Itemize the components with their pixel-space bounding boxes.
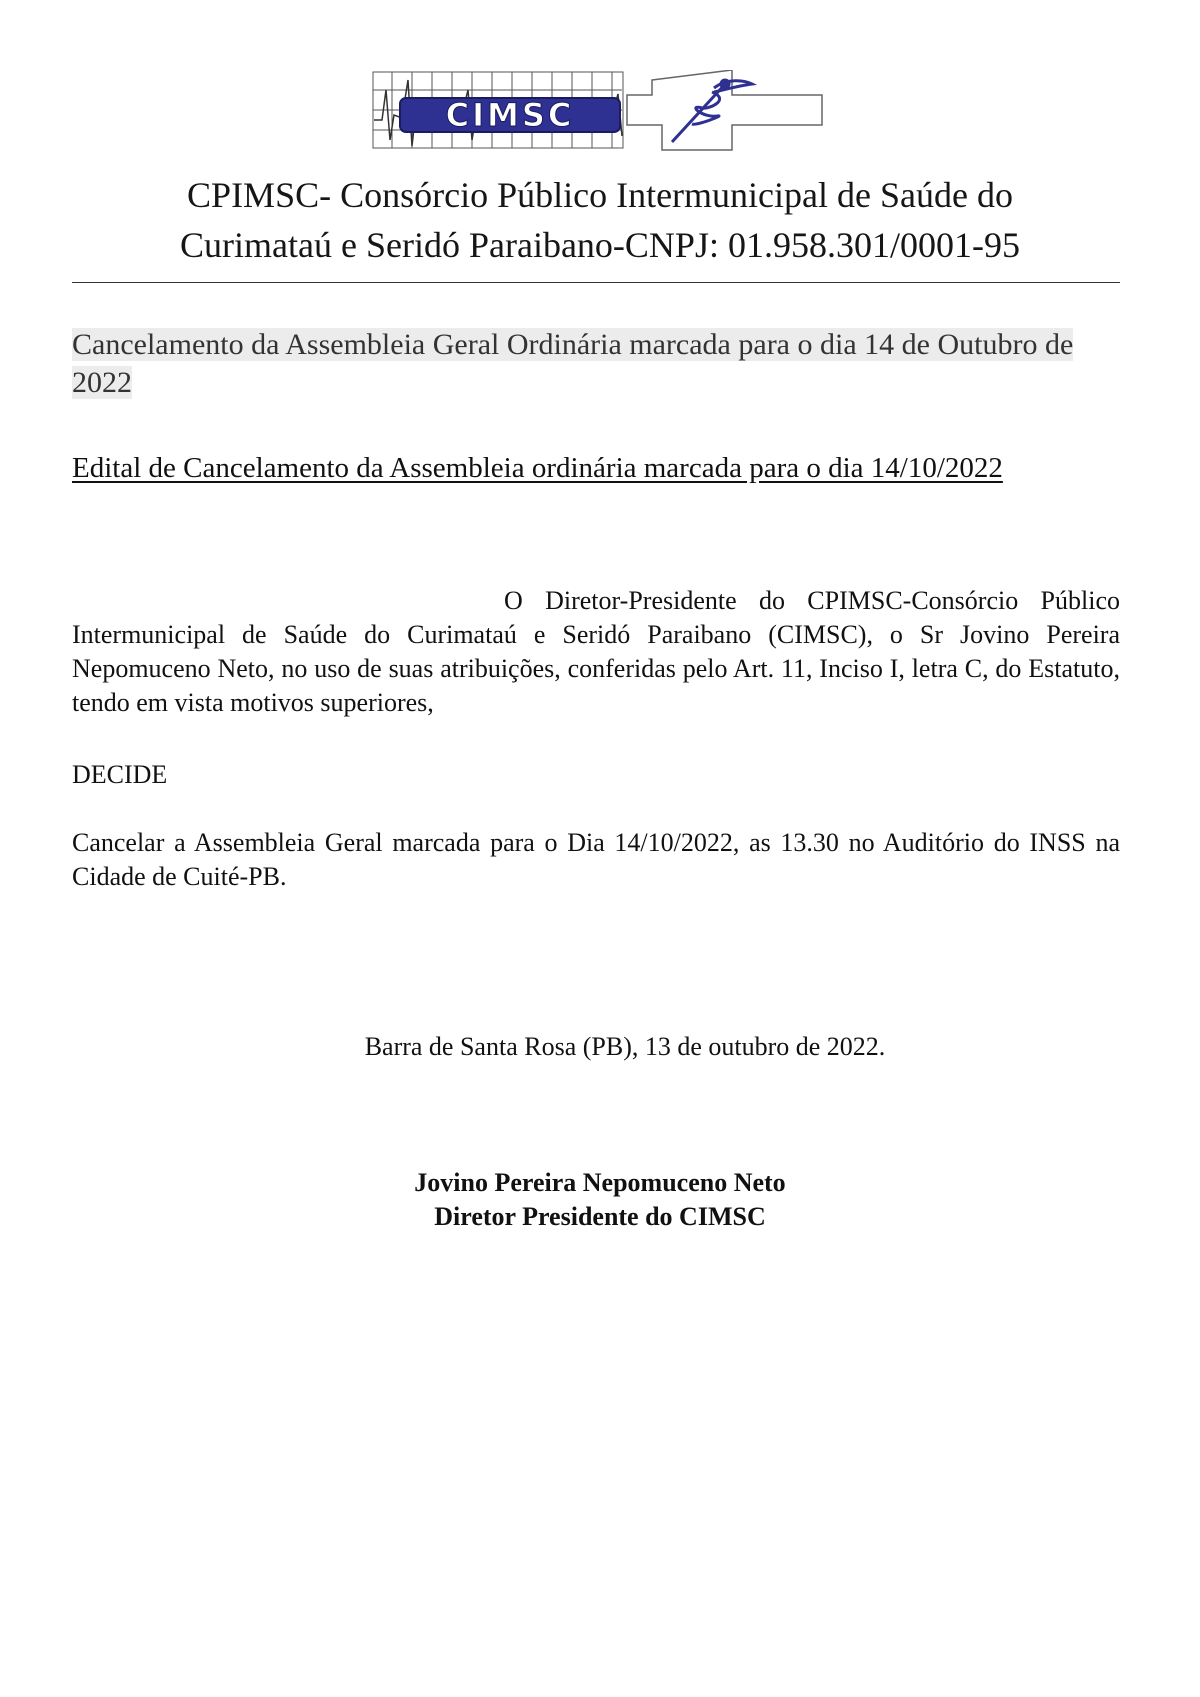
- cimsc-logo: [372, 70, 828, 152]
- notice-title-text: Cancelamento da Assembleia Geral Ordinária marcada para o dia 14 de Outubro de 2022: [72, 328, 1074, 399]
- decision-paragraph: Cancelar a Assembleia Geral marcada para o Dia 14/10/2022, as 13.30 no Auditório do INSS na Cidade de Cuité-PB.: [72, 828, 1120, 891]
- organization-title-line1: CPIMSC- Consórcio Público Intermunicipal de Saúde do: [187, 175, 1013, 215]
- signer-name: Jovino Pereira Nepomuceno Neto: [414, 1168, 786, 1197]
- body-paragraph: O Diretor-Presidente do CPIMSC-Consórcio Público Intermunicipal de Saúde do Curimataú e Seridó Paraibano (CIMSC), o Sr Jovino Pereira Nepomuceno Neto, no uso de suas atribuições, conferidas pelo Art. 11, Inciso I, letra C, do Estatuto, tendo em vista motivos superiores,: [72, 586, 1120, 717]
- signer-role: Diretor Presidente do CIMSC: [434, 1202, 766, 1231]
- edital-heading: Edital de Cancelamento da Assembleia ordinária marcada para o dia 14/10/2022: [72, 452, 1003, 484]
- notice-title: [72, 326, 1122, 402]
- header-divider: [72, 282, 1120, 283]
- logo-text: CIMSC: [445, 96, 575, 134]
- organization-title: [60, 170, 1140, 270]
- place-and-date: Barra de Santa Rosa (PB), 13 de outubro de 2022.: [364, 1032, 886, 1061]
- cimsc-logo-graphic: [372, 70, 828, 152]
- decide-label: DECIDE: [72, 760, 168, 789]
- organization-title-line2: Curimataú e Seridó Paraibano-CNPJ: 01.958.301/0001-95: [180, 225, 1020, 265]
